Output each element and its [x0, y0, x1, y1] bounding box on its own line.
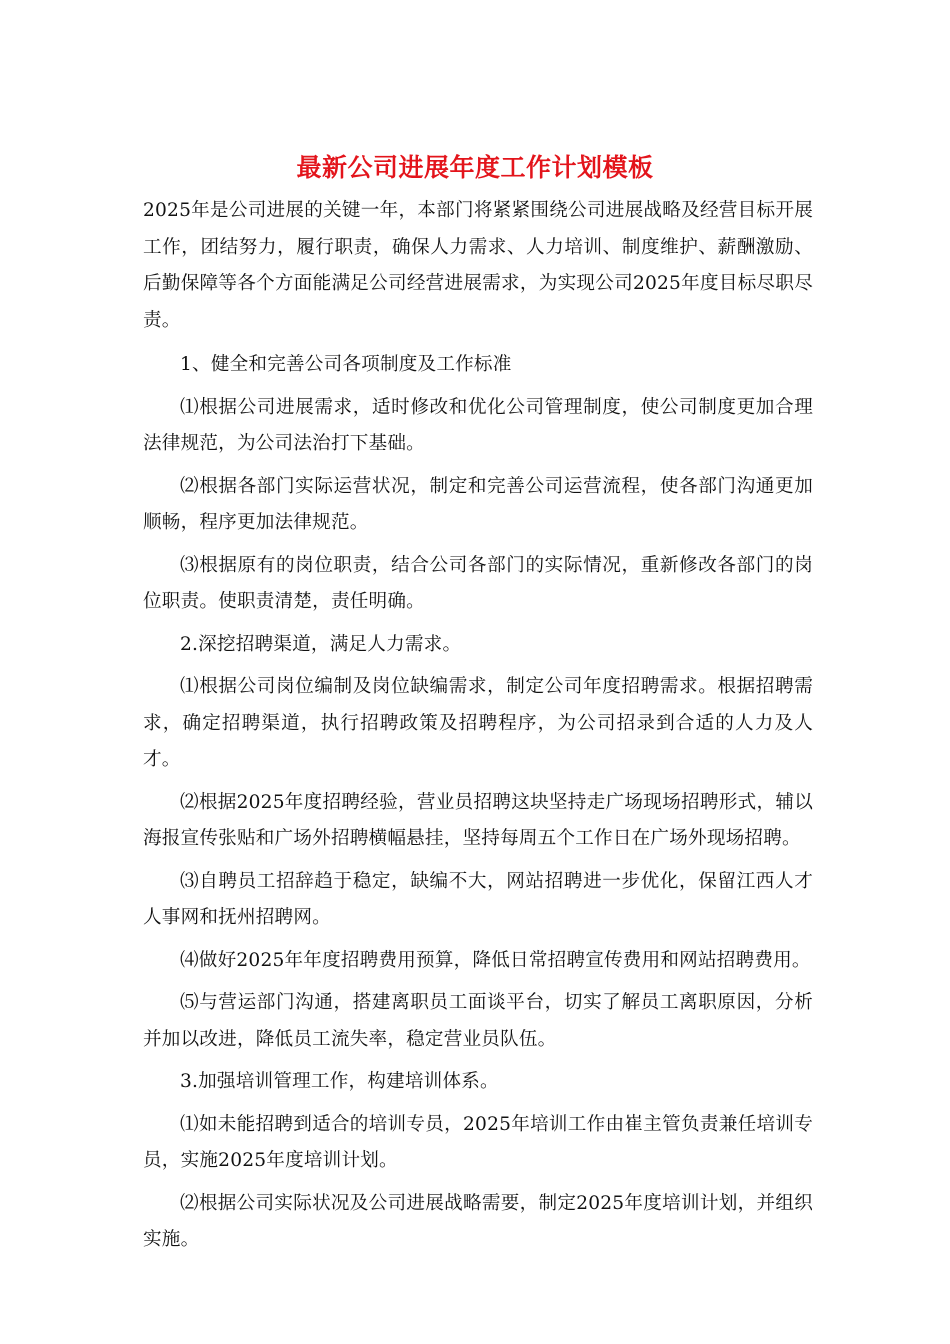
list-item: ⑷做好2025年年度招聘费用预算，降低日常招聘宣传费用和网站招聘费用。 [180, 949, 811, 971]
document-title: 最新公司进展年度工作计划模板 [296, 153, 654, 182]
list-item: ⑴根据公司岗位编制及岗位缺编需求，制定公司年度招聘需求。根据招聘需求，确定招聘渠道，执行招聘政策及招聘程序，为公司招录到合适的人力及人才。 [143, 676, 813, 770]
section-heading-1: 1、健全和完善公司各项制度及工作标准 [180, 354, 512, 375]
list-item: ⑴如未能招聘到适合的培训专员，2025年培训工作由崔主管负责兼任培训专员，实施2025年度培训计划。 [143, 1113, 813, 1171]
list-item: ⑵根据2025年度招聘经验，营业员招聘这块坚持走广场现场招聘形式，辅以海报宣传张贴和广场外招聘横幅悬挂，坚持每周五个工作日在广场外现场招聘。 [143, 791, 813, 849]
list-item: ⑵根据各部门实际运营状况，制定和完善公司运营流程，使各部门沟通更加顺畅，程序更加法律规范。 [143, 475, 813, 533]
list-item: ⑶根据原有的岗位职责，结合公司各部门的实际情况，重新修改各部门的岗位职责。使职责清楚，责任明确。 [143, 554, 813, 612]
list-item: ⑴根据公司进展需求，适时修改和优化公司管理制度，使公司制度更加合理法律规范，为公司法治打下基础。 [143, 396, 813, 454]
section-heading-2: 2.深挖招聘渠道，满足人力需求。 [180, 633, 462, 655]
list-item: ⑸与营运部门沟通，搭建离职员工面谈平台，切实了解员工离职原因，分析并加以改进，降低员工流失率，稳定营业员队伍。 [143, 992, 813, 1050]
list-item: ⑵根据公司实际状况及公司进展战略需要，制定2025年度培训计划，并组织实施。 [143, 1192, 813, 1250]
document-body [143, 193, 813, 1265]
list-item: ⑶自聘员工招辞趋于稳定，缺编不大，网站招聘进一步优化，保留江西人才人事网和抚州招聘网。 [143, 870, 813, 928]
section-heading-3: 3.加强培训管理工作，构建培训体系。 [180, 1071, 499, 1092]
intro-paragraph: 2025年是公司进展的关键一年，本部门将紧紧围绕公司进展战略及经营目标开展工作，团结努力，履行职责，确保人力需求、人力培训、制度维护、薪酬激励、后勤保障等各个方面能满足公司经营进展需求，为实现公司2025年度目标尽职尽责。 [143, 200, 813, 331]
